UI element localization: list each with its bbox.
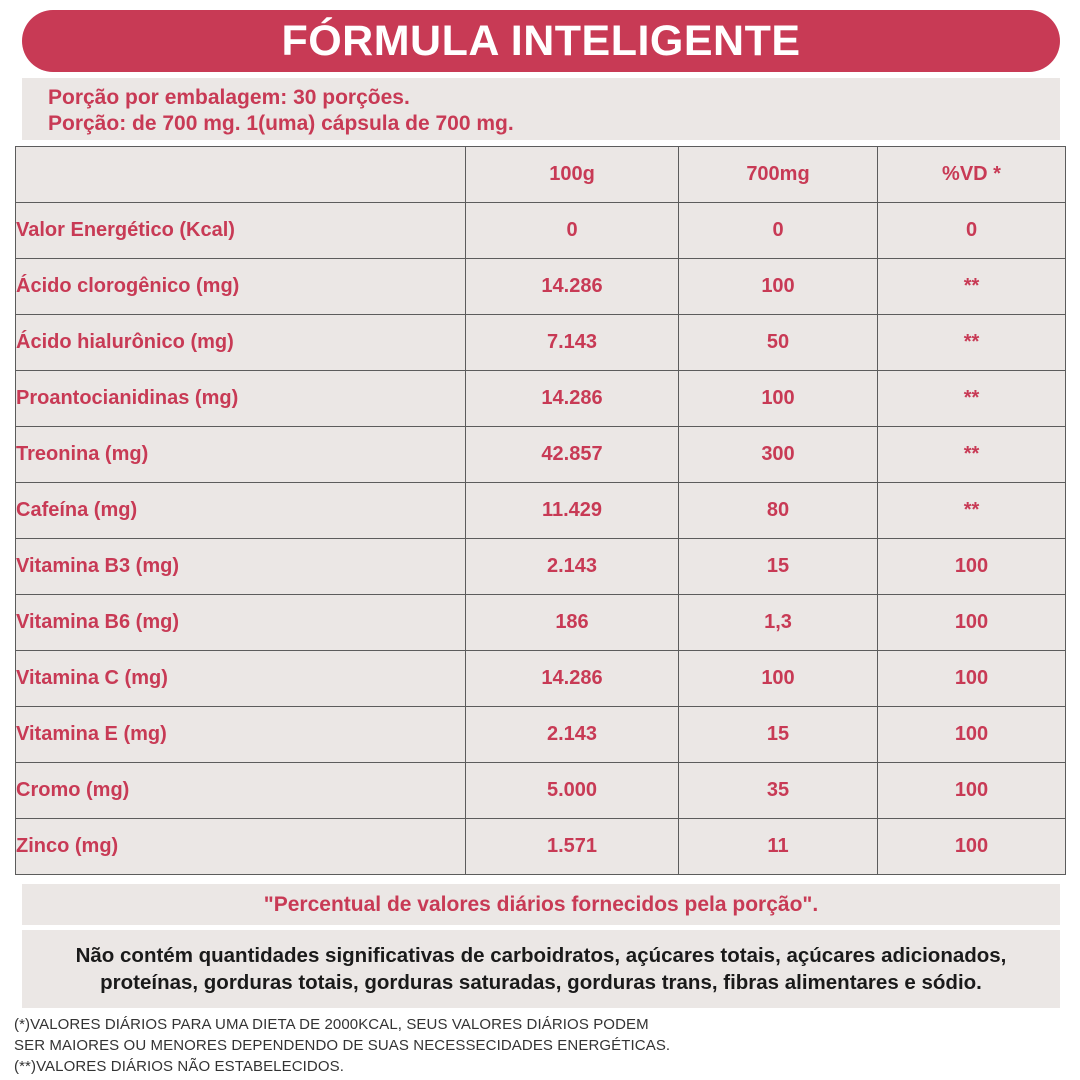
value-100g: 7.143 xyxy=(466,315,679,371)
value-vd: 0 xyxy=(878,203,1066,259)
nutrient-name: Cromo (mg) xyxy=(16,763,466,819)
not-contains-band xyxy=(22,930,1060,1008)
percent-daily-value-note: "Percentual de valores diários fornecidos pela porção". xyxy=(263,892,819,916)
footnote-line-3: (**)VALORES DIÁRIOS NÃO ESTABELECIDOS. xyxy=(14,1058,344,1075)
value-100g: 14.286 xyxy=(466,651,679,707)
value-vd: 100 xyxy=(878,651,1066,707)
value-vd: ** xyxy=(878,259,1066,315)
value-700mg: 100 xyxy=(679,371,878,427)
nutrient-name: Ácido hialurônico (mg) xyxy=(16,315,466,371)
value-700mg: 0 xyxy=(679,203,878,259)
value-700mg: 1,3 xyxy=(679,595,878,651)
value-100g: 1.571 xyxy=(466,819,679,875)
value-700mg: 11 xyxy=(679,819,878,875)
nutrition-facts-table xyxy=(15,146,1066,875)
nutrient-name: Vitamina C (mg) xyxy=(16,651,466,707)
table-row xyxy=(16,315,1066,371)
table-row xyxy=(16,539,1066,595)
table-row xyxy=(16,427,1066,483)
value-700mg: 100 xyxy=(679,651,878,707)
value-vd: 100 xyxy=(878,707,1066,763)
value-700mg: 35 xyxy=(679,763,878,819)
value-700mg: 15 xyxy=(679,539,878,595)
nutrient-name: Ácido clorogênico (mg) xyxy=(16,259,466,315)
value-700mg: 100 xyxy=(679,259,878,315)
value-100g: 186 xyxy=(466,595,679,651)
footnotes xyxy=(14,1014,1064,1077)
table-row xyxy=(16,203,1066,259)
nutrient-name: Vitamina B3 (mg) xyxy=(16,539,466,595)
table-row xyxy=(16,651,1066,707)
table-row xyxy=(16,259,1066,315)
value-vd: ** xyxy=(878,371,1066,427)
value-100g: 14.286 xyxy=(466,259,679,315)
value-100g: 14.286 xyxy=(466,371,679,427)
value-vd: 100 xyxy=(878,819,1066,875)
nutrient-name: Zinco (mg) xyxy=(16,819,466,875)
nutrient-name: Vitamina B6 (mg) xyxy=(16,595,466,651)
table-header-nutrient xyxy=(16,147,466,203)
footnote-line-2: SER MAIORES OU MENORES DEPENDENDO DE SUAS NECESSECIDADES ENERGÉTICAS. xyxy=(14,1037,671,1054)
table-row xyxy=(16,763,1066,819)
value-vd: ** xyxy=(878,315,1066,371)
nutrient-name: Treonina (mg) xyxy=(16,427,466,483)
value-vd: ** xyxy=(878,427,1066,483)
value-700mg: 15 xyxy=(679,707,878,763)
value-100g: 42.857 xyxy=(466,427,679,483)
nutrient-name: Proantocianidinas (mg) xyxy=(16,371,466,427)
serving-info-band xyxy=(22,78,1060,140)
title-banner xyxy=(22,10,1060,72)
nutrient-name: Vitamina E (mg) xyxy=(16,707,466,763)
value-700mg: 50 xyxy=(679,315,878,371)
table-header-vd: %VD * xyxy=(878,147,1066,203)
nutrient-name: Cafeína (mg) xyxy=(16,483,466,539)
percent-daily-value-band xyxy=(22,884,1060,925)
value-100g: 0 xyxy=(466,203,679,259)
table-row xyxy=(16,819,1066,875)
value-700mg: 300 xyxy=(679,427,878,483)
table-row xyxy=(16,707,1066,763)
page-title: FÓRMULA INTELIGENTE xyxy=(281,16,801,65)
footnote-line-1: (*)VALORES DIÁRIOS PARA UMA DIETA DE 2000KCAL, SEUS VALORES DIÁRIOS PODEM xyxy=(14,1016,649,1033)
value-vd: 100 xyxy=(878,763,1066,819)
value-100g: 11.429 xyxy=(466,483,679,539)
table-row xyxy=(16,595,1066,651)
not-contains-note: Não contém quantidades significativas de carboidratos, açúcares totais, açúcares adicionados, proteínas, gorduras totais, gorduras saturadas, gorduras trans, fibras alimentares e sódio. xyxy=(75,944,1007,994)
table-row xyxy=(16,371,1066,427)
serving-size-text: Porção: de 700 mg. 1(uma) cápsula de 700 mg. xyxy=(48,112,514,135)
table-header-100g: 100g xyxy=(466,147,679,203)
value-700mg: 80 xyxy=(679,483,878,539)
value-100g: 2.143 xyxy=(466,539,679,595)
table-header-row xyxy=(16,147,1066,203)
value-vd: 100 xyxy=(878,595,1066,651)
value-100g: 5.000 xyxy=(466,763,679,819)
table-header-700mg: 700mg xyxy=(679,147,878,203)
nutrient-name: Valor Energético (Kcal) xyxy=(16,203,466,259)
table-row xyxy=(16,483,1066,539)
value-vd: ** xyxy=(878,483,1066,539)
value-100g: 2.143 xyxy=(466,707,679,763)
servings-per-package-text: Porção por embalagem: 30 porções. xyxy=(48,86,410,109)
value-vd: 100 xyxy=(878,539,1066,595)
